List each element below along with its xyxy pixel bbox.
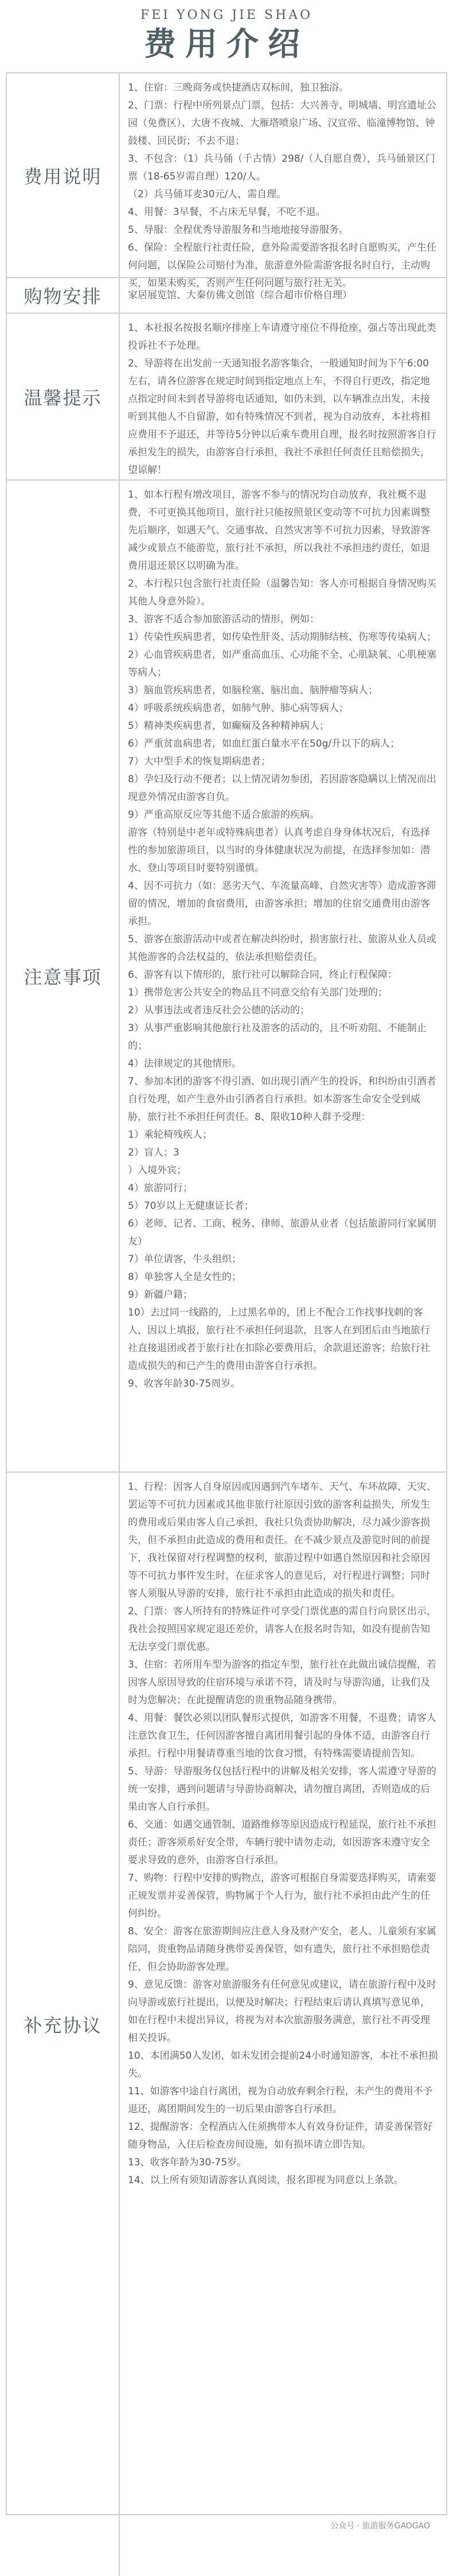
tip-line: 1、本社报名按报名顺序排座上车请遵守座位不得抢座，强占等出现此类投诉社不予处理。 xyxy=(128,322,436,352)
note-line: 1）携带危害公共安全的物品且不同意交给有关部门处理的； xyxy=(128,987,388,998)
supplement-line: 8、安全：游客在旅游期间应注意人身及财产安全，老人、儿童须有家属陪同，贵重物品请随身携带妥善保管，如有遗失，旅行社不承担赔偿责任，但会协助游客处理。 xyxy=(128,1926,436,1973)
fee-table xyxy=(6,72,447,2515)
page-title: 费用介绍 xyxy=(144,25,309,63)
note-line: 1）乘轮椅残疾人； xyxy=(128,1129,212,1141)
note-line: 4、因不可抗力（如：恶劣天气、车流量高峰、自然灾害等）造成游客滞留的情况，增加的食宿费用，由游客承担；增加的住宿交通费用由游客承担。 xyxy=(128,880,436,927)
section-content xyxy=(120,314,446,479)
note-line: 10）去过同一线路的，上过黑名单的，团上不配合工作找事找刺的客人，因以上填报，旅行社不承担任何退款，且客人在到团后由当地旅行社直接退团或者于旅行社在扣除必要费用后，余款退还游客；给旅行社造成损失的和已产生的费用由游客自行承担。 xyxy=(128,1307,430,1372)
note-line: 9）新疆户籍； xyxy=(128,1289,193,1301)
note-line: 9、收客年龄30-75周岁。 xyxy=(128,1378,241,1390)
section-content xyxy=(120,73,446,289)
watermark: 公众号 · 旅游服务GAOGAO xyxy=(330,2522,430,2531)
note-line: 4）法律规定的其他情形。 xyxy=(128,1058,241,1070)
section-content xyxy=(120,278,446,313)
note-line: 1）传染性疾病患者，如传染性肝炎、活动期肺结核、伤寒等传染病人； xyxy=(128,631,436,643)
tip-line: 2、导游将在出发前一天通知报名游客集合，一般通知时间为下午6:00左右，请各位游客在规定时间到指定地点上车，不得自行更改，指定地点指定时间未到者导游将电话通知，如仍未到，以车辆准点出发，未接听到其他人不自留游，如有特殊情况不到者，视为自动放弃，本社将相应费用不予退还，并等待5分钟以后乘车费用自理，报名时按照游客自行承担发生的损失，由游客自行承担，我社不承担任何责任且赔偿损失，望谅解！ xyxy=(128,358,436,476)
supplement-line: 6、交通：如遇交通管制、道路维修等原因造成行程延误，旅行社不承担责任；游客须系好安全带，车辆行驶中请勿走动，如因游客未遵守安全要求导致的意外，由游客自行承担。 xyxy=(128,1819,436,1866)
supplement-line: 11、如游客中途自行离团，视为自动放弃剩余行程，未产生的费用不予退还，离团期间发生的一切后果由游客自行承担。 xyxy=(128,2086,433,2115)
section-fee-description xyxy=(7,73,446,289)
header xyxy=(0,0,453,73)
note-line: 7）单位请客，牛头组织； xyxy=(128,1254,241,1265)
section-label: 费用说明 xyxy=(7,73,120,277)
note-line: 5）精神类疾病患者，如癫痫及各种精神病人； xyxy=(128,720,329,732)
fee-line: 6、保险：全程旅行社责任险，意外险需要游客报名时自愿购买，产生任何问题，以保险公司赔付为准，旅游意外险需游客报名时自行，主动购买，如果未购买，否则产生任何问题与旅行社无关。 xyxy=(128,242,436,289)
fee-line: 4、用餐：3早餐，不占床无早餐，不吃不退。 xyxy=(128,206,326,218)
section-content xyxy=(120,481,446,1472)
section-shopping xyxy=(7,278,446,314)
note-line: 8）单独客人全是女性的； xyxy=(128,1271,241,1283)
note-line: 1、如本行程有增改项目，游客不参与的情况均自动放弃，我社概不退费，不可更换其他项目，旅行社只能按照景区变动等不可抗力因素调整先后顺序，如遇天气、交通事故、自然灾害等不可抗力因素，导致游客减少或景点不能游览，旅行社不承担，所以我社不承担违约责任，如退费用退还景区以明确为准。 xyxy=(128,489,430,572)
section-label: 温馨提示 xyxy=(7,314,120,479)
note-line: 2）盲人；3 xyxy=(128,1147,179,1158)
section-label: 购物安排 xyxy=(7,278,120,313)
note-line: 2）心血管疾病患者，如严重高血压、心功能不全、心肌缺氧、心肌梗塞等病人； xyxy=(128,649,436,678)
note-line: 4）旅游同行； xyxy=(128,1182,193,1194)
supplement-line: 2、门票：客人所持有的特殊证件可享受门票优惠的需自行向景区出示，我社会按照国家规定退还差价，请客人在报名时告知，如没有提前告知无法享受门票优惠。 xyxy=(128,1606,436,1653)
note-line: 2）从事违法或者违反社会公德的活动的； xyxy=(128,1005,310,1016)
note-line: 2、本行程只包含旅行社责任险（温馨告知：客人亦可根据自身情况购买其他人身意外险）。 xyxy=(128,578,436,607)
fee-line: （2）兵马俑耳麦30元/人，需自理。 xyxy=(128,189,287,200)
fee-line: 2、门票：行程中所列景点门票，包括：大兴善寺、明城墙、明宫遗址公园（免费区）、大唐不夜城、大雁塔喷泉广场、汉宣帝、临潼博物馆、钟鼓楼、回民街；不去不退； xyxy=(128,100,436,147)
note-line: ）入境外宾； xyxy=(128,1165,186,1176)
note-line: 3、游客不适合参加旅游活动的情形，例如： xyxy=(128,614,319,625)
section-notes xyxy=(7,481,446,1473)
note-line: 9）严重高原反应等其他不适合旅游的疾病。 xyxy=(128,809,319,821)
section-content xyxy=(120,1473,446,2576)
fee-line: 5、导服：全程优秀导游服务和当地地接导游服务。 xyxy=(128,224,349,236)
supplement-line: 13、收客年龄为30-75岁。 xyxy=(128,2157,247,2168)
section-label: 注意事项 xyxy=(7,481,120,1472)
note-line: 3）脑血管疾病患者，如脑栓塞、脑出血、脑肿瘤等病人； xyxy=(128,685,378,696)
note-line: 5）70岁以上无健康证长者； xyxy=(128,1200,254,1212)
section-label: 补充协议 xyxy=(7,1473,120,2576)
note-line: 8）孕妇及行动不便者；以上情况请勿参团，若因游客隐瞒以上情况而出现意外情况由游客自负。 xyxy=(128,774,436,803)
header-subtitle: FEI YONG JIE SHAO xyxy=(140,8,313,22)
supplement-line: 3、住宿：若所用车型为游客的指定车型，旅行社在此做出诚信提醒，若因客人原因导致的住宿环境与承诺不符，请及时与导游沟通，让我们及时为您解决；在此提醒请您的贵重物品随身携带。 xyxy=(128,1659,436,1706)
note-line: 游客（特别是中老年或特殊病患者）认真考虑自身身体状况后，有选择性的参加旅游项目，以当时的身体健康状况为前提，在选择参加如：潜水、登山等项目时要特别谨慎。 xyxy=(128,827,430,874)
supplement-line: 10、本团满50人发团，如未发团会提前24小时通知游客，本社不承担损失。 xyxy=(128,2050,438,2079)
fee-line: 1、住宿：三晚商务或快捷酒店双标间，独卫独浴。 xyxy=(128,82,349,93)
section-tips xyxy=(7,314,446,481)
supplement-line: 1、行程：因客人自身原因或因遇到汽车堵车、天气、车坏故障、天灾、罢运等不可抗力因素或其他非旅行社原因引致的游客利益损失，所发生的费用或后果由客人自己承担，我社只负责协助解决，尽力减少游客损失，但不承担由此造成的费用和责任。在不减少景点及游览时间的前提下，我社保留对行程调整的权利，旅游过程中如遇自然原因和社会原因等不可抗力事件发生时，在征求客人的意见后，对行程进行调整；同时客人须服从导游的安排，旅行社不承担由此造成的损失和责任。 xyxy=(128,1481,436,1599)
supplement-line: 12、提醒游客：全程酒店入住须携带本人有效身份证件，请妥善保管好随身物品，入住后检查房间设施，如有损坏请立即告知。 xyxy=(128,2121,433,2150)
supplement-line: 9、意见反馈：游客对旅游服务有任何意见或建议，请在旅游行程中及时向导游或旅行社提出，以便及时解决；行程结束后请认真填写意见单，如在行程中未提出异议，将视为对本次旅游服务满意，旅行社不再受理相关投诉。 xyxy=(128,1979,436,2044)
fee-line: 3、不包含：（1）兵马俑（千古情）298/（人自愿自费），兵马俑景区门票（18-65岁需自理）120/人。 xyxy=(128,153,435,182)
note-line: 3）从事严重影响其他旅行社及游客的活动的，且不听劝阻、不能制止的； xyxy=(128,1022,427,1052)
note-line: 7）大中型手术的恢复期病患者； xyxy=(128,756,271,767)
note-line: 6）严重贫血病患者，如血红蛋白量水平在50g/升以下的病人； xyxy=(128,738,400,750)
note-line: 7、参加本团的游客不得引酒、如出现引酒产生的投诉，和纠纷由引酒者自行处理，如产生意外由引酒者自行承担。如本游客生命安全受到威胁，旅行社不承担任何责任。8、限收10种人群予受理： xyxy=(128,1076,436,1123)
note-line: 6、游客有以下情形的，旅行社可以解除合同，终止行程保障： xyxy=(128,969,397,981)
note-line: 4）呼吸系统疾病患者，如肺气肿、肺心病等病人； xyxy=(128,702,349,714)
note-line: 5、游客在旅游活动中或者在解决纠纷时，损害旅行社、旅游从业人员或其他游客的合法权益的，依法承担赔偿责任。 xyxy=(128,934,436,963)
supplement-line: 4、用餐：餐饮必须以团队餐形式提供，如游客不用餐，不退费；请客人注意饮食卫生，任何因游客擅自离团用餐引起的身体不适，由游客自行承担。行程中用餐请尊重当地的饮食习惯，有特殊需要请提前告知。 xyxy=(128,1712,436,1759)
section-supplement xyxy=(7,1473,446,2576)
supplement-line: 14、以上所有须知请游客认真阅读，报名即视为同意以上条款。 xyxy=(128,2175,404,2186)
supplement-line: 7、购物：行程中安排的购物点，游客可根据自身需要选择购买，请索要正规发票并妥善保管，购物属于个人行为，旅行社不承担由此产生的任何纠纷。 xyxy=(128,1872,436,1919)
supplement-line: 5、导游：导游服务仅包括行程中的讲解及相关安排，客人需遵守导游的统一安排，遇到问题请与导游协商解决，请勿擅自离团，否则造成的后果由客人自行承担。 xyxy=(128,1766,436,1813)
note-line: 6）老师、记者、工商、税务、律师、旅游从业者（包括旅游同行家属朋友） xyxy=(128,1218,436,1247)
shopping-line: 家居展览馆、大秦仿佛文创馆（综合超市价格自理） xyxy=(128,289,352,301)
